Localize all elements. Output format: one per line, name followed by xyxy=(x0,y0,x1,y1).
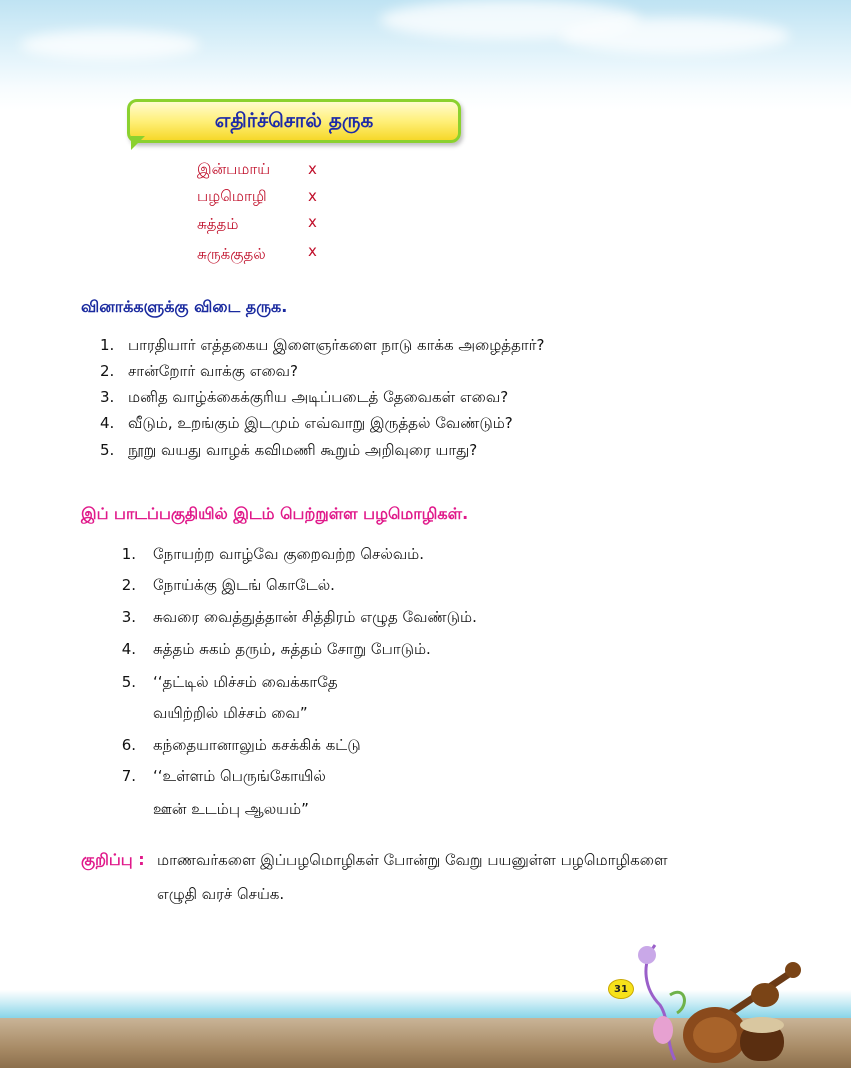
question-text: மனித வாழ்க்கைக்குரிய அடிப்படைத் தேவைகள் எவை? xyxy=(128,388,509,406)
question-number: 1. xyxy=(100,336,115,354)
proverb-text-continued: ஊன் உடம்பு ஆலயம்” xyxy=(153,800,309,818)
title-banner-tail xyxy=(131,136,145,150)
questions-heading: வினாக்களுக்கு விடை தருக. xyxy=(81,297,288,316)
antonym-word: இன்பமாய் xyxy=(197,160,271,178)
note-text-continued: எழுதி வரச் செய்க. xyxy=(157,885,285,903)
proverb-text: சுத்தம் சுகம் தரும், சுத்தம் சோறு போடும். xyxy=(153,640,431,658)
proverbs-heading: இப் பாடப்பகுதியில் இடம் பெற்றுள்ள பழமொழிகள். xyxy=(81,504,469,523)
question-text: பாரதியார் எத்தகைய இளைஞர்களை நாடு காக்க அழைத்தார்? xyxy=(128,336,545,354)
question-item xyxy=(100,388,508,408)
page-number-badge xyxy=(608,979,634,999)
antonym-word: பழமொழி xyxy=(197,187,267,205)
veena-illustration xyxy=(615,935,851,1068)
proverb-number: 5. xyxy=(121,673,136,691)
cloud-decoration xyxy=(560,18,790,54)
proverb-number: 1. xyxy=(121,545,136,563)
question-text: வீடும், உறங்கும் இடமும் எவ்வாறு இருத்தல் வேண்டும்? xyxy=(128,414,513,432)
question-text: சான்றோர் வாக்கு எவை? xyxy=(128,362,299,380)
proverb-number: 2. xyxy=(121,576,136,594)
proverb-text: நோயற்ற வாழ்வே குறைவற்ற செல்வம். xyxy=(153,545,425,563)
question-text: நூறு வயது வாழக் கவிமணி கூறும் அறிவுரை யாது? xyxy=(128,441,478,459)
antonym-mark: x xyxy=(308,242,317,260)
question-item xyxy=(100,414,513,434)
proverb-number: 4. xyxy=(121,640,136,658)
antonym-word: சுருக்குதல் xyxy=(197,245,266,263)
question-number: 5. xyxy=(100,441,115,459)
proverb-number: 6. xyxy=(121,736,136,754)
note-text: மாணவர்களை இப்பழமொழிகள் போன்று வேறு பயனுள்ள பழமொழிகளை xyxy=(157,851,668,869)
antonym-word: சுத்தம் xyxy=(197,215,239,233)
proverb-text: ‘‘தட்டில் மிச்சம் வைக்காதே xyxy=(153,673,338,691)
note-label: குறிப்பு : xyxy=(81,850,145,869)
proverb-number: 3. xyxy=(121,608,136,626)
proverb-text: கந்தையானாலும் கசக்கிக் கட்டு xyxy=(153,736,361,754)
question-item xyxy=(100,362,298,382)
question-item xyxy=(100,336,544,356)
section-title: எதிர்ச்சொல் தருக xyxy=(214,107,374,132)
cloud-decoration xyxy=(20,30,200,60)
proverb-text: ‘‘உள்ளம் பெருங்கோயில் xyxy=(153,767,326,785)
title-banner xyxy=(127,99,461,143)
antonym-mark: x xyxy=(308,187,317,205)
page-number: 31 xyxy=(614,983,628,995)
question-number: 3. xyxy=(100,388,115,406)
proverb-text-continued: வயிற்றில் மிச்சம் வை” xyxy=(153,704,308,722)
proverb-text: சுவரை வைத்துத்தான் சித்திரம் எழுத வேண்டும். xyxy=(153,608,477,626)
proverb-number: 7. xyxy=(121,767,136,785)
question-item xyxy=(100,441,477,461)
antonym-mark: x xyxy=(308,160,317,178)
proverb-text: நோய்க்கு இடங் கொடேல். xyxy=(153,576,335,594)
question-number: 4. xyxy=(100,414,115,432)
antonym-mark: x xyxy=(308,213,317,231)
question-number: 2. xyxy=(100,362,115,380)
